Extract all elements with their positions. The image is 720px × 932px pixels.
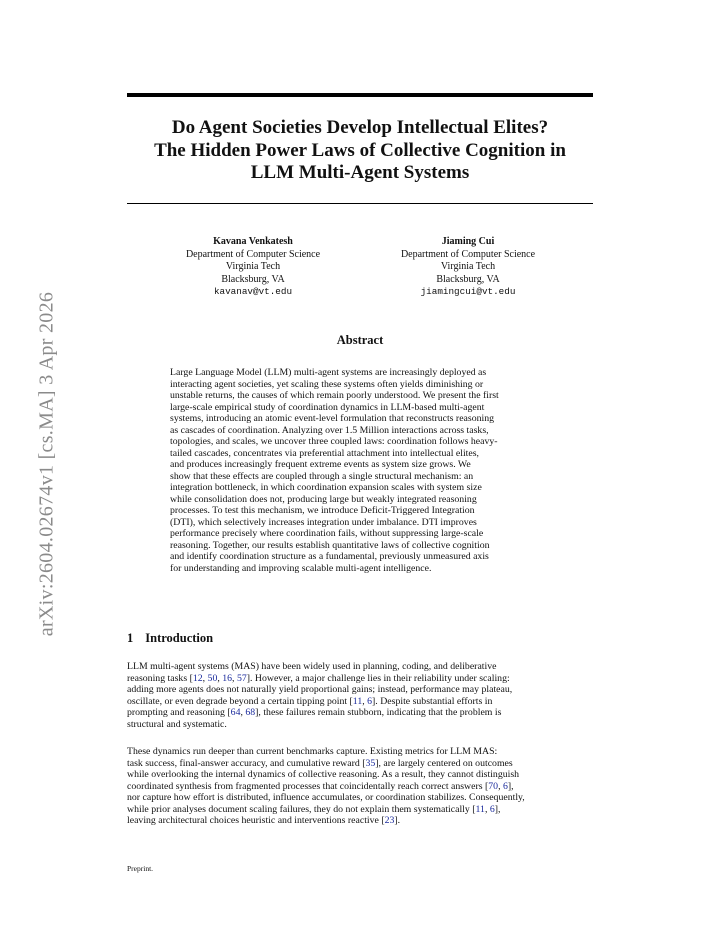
- abstract-line: show that these effects are coupled through a single structural mechanism: an: [170, 470, 474, 482]
- paragraph-line: [127, 815, 593, 827]
- paragraph-line: [127, 804, 593, 816]
- section-number: 1: [127, 631, 134, 645]
- citation-link[interactable]: 6: [502, 780, 508, 792]
- introduction-paragraph: [127, 661, 593, 730]
- title-line: LLM Multi-Agent Systems: [250, 162, 470, 183]
- paragraph-text: while overlooking the internal dynamics of collective reasoning. As a result, they cannot distinguish: [127, 769, 520, 780]
- citation-link[interactable]: 68: [245, 707, 256, 718]
- citation-link[interactable]: 12: [192, 672, 203, 684]
- abstract-line: topologies, and scales, we uncover three coupled laws: coordination follows heavy-: [170, 436, 498, 447]
- paragraph-text: task success, final-answer accuracy, and cumulative reward [: [127, 757, 366, 769]
- abstract-line: unstable returns, the causes of which remain poorly understood. We present the first: [170, 390, 499, 401]
- paragraph-text: ,: [484, 803, 490, 815]
- preprint-footnote: Preprint.: [127, 864, 154, 873]
- abstract-line: and identify coordination structure as a fundamental, previously unmeasured axis: [170, 551, 489, 562]
- paragraph-text: while prior analyses document scaling failures, they do not explain them systematically [: [127, 803, 476, 815]
- paragraph-line: [127, 781, 593, 793]
- citation-link[interactable]: 23: [384, 815, 395, 826]
- citation-link[interactable]: 57: [236, 672, 247, 684]
- paragraph-text: nor capture how effort is distributed, influence accumulates, or coordination stabilizes. Consequently,: [127, 792, 525, 803]
- paragraph-line: [127, 684, 593, 696]
- abstract-line: processes. To test this mechanism, we introduce Deficit-Triggered Integration: [170, 505, 475, 516]
- paragraph-text: prompting and reasoning [: [127, 707, 231, 718]
- paragraph-text: ],: [507, 780, 514, 792]
- paragraph-line: [127, 673, 593, 685]
- paragraph-text: ,: [362, 695, 368, 707]
- paragraph-line: [127, 758, 593, 770]
- abstract-line: performance precisely where coordination fails, without suppressing large-scale: [170, 528, 484, 539]
- paragraph-text: ,: [498, 780, 503, 792]
- paragraph-text: LLM multi-agent systems (MAS) have been widely used in planning, coding, and deliberative: [127, 661, 497, 672]
- abstract-line: (DTI), which selectively increases integration under imbalance. DTI improves: [170, 516, 477, 528]
- abstract-line: systems, introducing an atomic event-level formulation that reconstructs reasoning: [170, 413, 495, 424]
- paragraph-text: These dynamics run deeper than current benchmarks capture. Existing metrics for LLM MAS:: [127, 746, 498, 757]
- abstract-line: for understanding and improving scalable multi-agent intelligence.: [170, 562, 432, 574]
- abstract-body: [170, 367, 551, 574]
- paragraph-text: oscillate, or even degrade beyond a certain tipping point [: [127, 695, 353, 707]
- paragraph-text: reasoning tasks [: [127, 672, 193, 684]
- author-institution: Virginia Tech: [440, 261, 496, 272]
- paragraph-line: [127, 707, 593, 719]
- author-name: Kavana Venkatesh: [213, 236, 293, 247]
- abstract-line: as cascades of coordination. Analyzing over 1.5 Million interactions across tasks,: [170, 424, 489, 436]
- paragraph-text: ]. Despite substantial efforts in: [372, 695, 493, 707]
- abstract-line: Large Language Model (LLM) multi-agent systems are increasingly deployed as: [170, 367, 487, 378]
- citation-link[interactable]: 70: [488, 780, 499, 792]
- paragraph-text: ,: [202, 672, 208, 684]
- paragraph-text: ].: [394, 815, 401, 826]
- citation-link[interactable]: 11: [352, 695, 363, 707]
- paragraph-text: structural and systematic.: [127, 718, 227, 730]
- author-name: Jiaming Cui: [441, 236, 495, 247]
- section-heading: [127, 631, 213, 646]
- paragraph-text: ,: [240, 707, 246, 718]
- abstract-line: reasoning. Together, our results establish quantitative laws of collective cognition: [170, 539, 490, 551]
- paragraph-text: adding more agents does not naturally yield proportional gains; instead, performance may plateau,: [127, 684, 513, 695]
- paragraph-text: ],: [494, 803, 501, 815]
- abstract-line: integration bottleneck, in which coordination expansion scales with system size: [170, 482, 482, 493]
- author-block: [368, 236, 568, 299]
- title-bottom-rule: [127, 203, 593, 204]
- paragraph-line: [127, 661, 593, 673]
- paragraph-line: [127, 746, 593, 758]
- author-location: Blacksburg, VA: [221, 273, 285, 285]
- citation-link[interactable]: 64: [230, 707, 241, 718]
- citation-link[interactable]: 50: [207, 672, 218, 684]
- citation-link[interactable]: 11: [475, 803, 485, 815]
- author-institution: Virginia Tech: [225, 261, 281, 272]
- abstract-line: tailed cascades, concentrates via preferential attachment into intellectual elites,: [170, 447, 479, 459]
- abstract-line: and produces increasingly frequent extreme events as system size grows. We: [170, 459, 471, 470]
- paragraph-line: [127, 769, 593, 781]
- paragraph-text: ]. However, a major challenge lies in their reliability under scaling:: [246, 672, 510, 684]
- title-top-rule: [127, 93, 593, 97]
- abstract-line: while consolidation does not, producing large but weakly integrated reasoning: [170, 493, 477, 505]
- author-email: jiamingcui@vt.edu: [420, 286, 516, 297]
- author-department: Department of Computer Science: [400, 248, 536, 260]
- introduction-paragraph: [127, 746, 593, 827]
- section-title: Introduction: [145, 631, 214, 645]
- paragraph-line: [127, 696, 593, 708]
- arxiv-stamp: arXiv:2604.02674v1 [cs.MA] 3 Apr 2026: [35, 291, 58, 637]
- paragraph-line: [127, 719, 593, 731]
- author-block: [153, 236, 353, 299]
- paragraph-line: [127, 792, 593, 804]
- citation-link[interactable]: 16: [222, 672, 233, 684]
- paragraph-text: ,: [217, 672, 223, 684]
- citation-link[interactable]: 6: [367, 695, 373, 707]
- author-email: kavanav@vt.edu: [213, 286, 293, 297]
- paper-title: [127, 117, 593, 185]
- title-line: Do Agent Societies Develop Intellectual Elites?: [171, 117, 549, 138]
- citation-link[interactable]: 6: [489, 803, 495, 815]
- paragraph-text: leaving architectural choices heuristic and interventions reactive [: [127, 815, 385, 826]
- author-department: Department of Computer Science: [185, 248, 321, 260]
- paragraph-text: ], these failures remain stubborn, indicating that the problem is: [255, 707, 502, 718]
- abstract-heading: Abstract: [336, 333, 384, 347]
- paragraph-text: ,: [232, 672, 237, 684]
- abstract-line: large-scale empirical study of coordination dynamics in LLM-based multi-agent: [170, 401, 485, 413]
- author-location: Blacksburg, VA: [436, 273, 500, 285]
- citation-link[interactable]: 35: [365, 757, 376, 769]
- paragraph-text: coordinated synthesis from fragmented processes that coincidentally reach correct answers [: [127, 780, 489, 792]
- abstract-line: interacting agent societies, yet scaling these systems often yields diminishing or: [170, 378, 484, 390]
- title-line: The Hidden Power Laws of Collective Cognition in: [154, 139, 566, 161]
- paragraph-text: ], are largely centered on outcomes: [375, 757, 513, 769]
